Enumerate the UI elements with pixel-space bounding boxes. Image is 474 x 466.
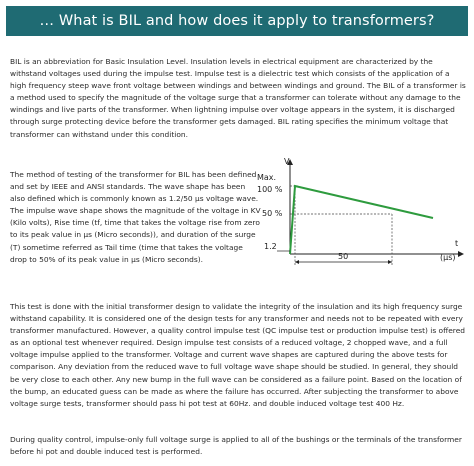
max-label: Max. bbox=[257, 173, 277, 182]
slide-title bbox=[6, 6, 468, 36]
impulse-wave-diagram bbox=[255, 156, 470, 268]
qc-paragraph: During quality control, impulse-only full voltage surge is applied to all of the bushings or the terminals of the transformer before hi pot and double induced test is performed. bbox=[10, 435, 462, 457]
tail-time-label: 50 bbox=[338, 252, 349, 261]
intro-paragraph: BIL is an abbreviation for Basic Insulation Level. Insulation levels in electrical equipment are characterized by the withstand voltages used during the impulse test. Impulse test is a dielectric test which consists of the application of a high frequency steep wave front voltage between windings and between windings and ground. The BIL of a transformer is a method used to specify the magnitude of the voltage surge that a transformer can tolerate without any damage to the windings and live parts of the transformer. When lightning impulse over voltage appears in the system, it is discharged through surge protecting device before the transformer gets damaged. BIL rating specifies the minimum voltage that transformer can withstand under this condition. bbox=[10, 57, 466, 139]
time-unit-label: (µs) bbox=[440, 253, 456, 262]
t-axis-label: t bbox=[455, 239, 459, 248]
testing-paragraph: This test is done with the initial transformer design to validate the integrity of the insulation and its high frequency surge withstand capability. It is considered one of the design tests for any transformer and needs not to be repeated with every transformer manufactured. However, a quality control impulse test (QC impulse test or production impulse test) is offered as an optional test whenever required. Design impulse test consists of a reduced voltage, 2 chopped wave, and a full voltage impulse applied to the transformer. Voltage and current wave shapes are captured during the above tests for comparison. Any deviation from the reduced wave to full voltage wave shape should be studied. In general, they should be very close to each other. Any new bump in the full wave can be considered as a failure point. Based on the location of the bump, an educated guess can be made as where the failure has occurred. After subjecting the transformer to above voltage surge tests, transformer should pass hi pot test at 60Hz. and double induced voltage test 400 Hz. bbox=[10, 302, 466, 408]
v-axis-label: V bbox=[284, 157, 290, 166]
pct100-label: 100 % bbox=[257, 185, 283, 194]
pct50-label: 50 % bbox=[262, 209, 283, 218]
rise-time-label: 1.2 bbox=[264, 242, 277, 251]
method-paragraph: The method of testing of the transformer for BIL has been defined and set by IEEE and ANSI standards. The wave shape has been also defined which is commonly known as 1.2/50 µs voltage wave. The impulse wave shape shows the magnitude of the voltage in KV (Kilo volts), Rise time (tf, time that takes the voltage rise from zero to its peak value in µs (Micro seconds)), and duration of the surge (T) sometime referred as Tail time (time that takes the voltage drop to 50% of its peak value in µs (Micro seconds). bbox=[10, 170, 261, 264]
slide-title-text: … What is BIL and how does it apply to transformers? bbox=[39, 13, 435, 29]
impulse-wave-curve bbox=[290, 186, 433, 254]
